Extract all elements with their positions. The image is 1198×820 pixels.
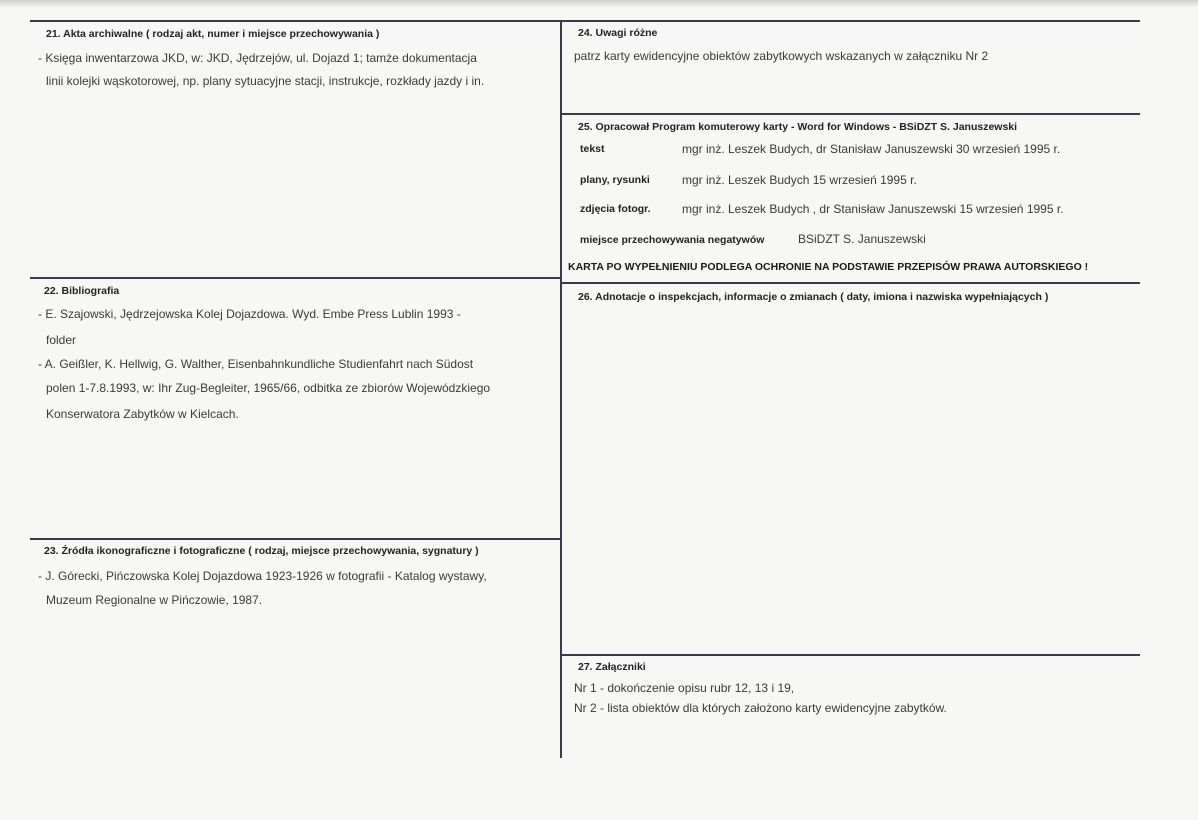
section-23-line-1: - J. Górecki, Pińczowska Kolej Dojazdowa 1923-1926 w fotografii - Katalog wystawy, xyxy=(38,569,487,583)
section-22-line-3: - A. Geißler, K. Hellwig, G. Walther, Eisenbahnkundliche Studienfahrt nach Südost xyxy=(38,357,474,371)
rule-26-27 xyxy=(562,654,1140,656)
section-24-heading: 24. Uwagi różne xyxy=(578,27,658,39)
row-value-plany: mgr inż. Leszek Budych 15 wrzesień 1995 r. xyxy=(682,173,917,187)
row-label-plany: plany, rysunki xyxy=(580,174,650,186)
row-value-negatywy: BSiDZT S. Januszewski xyxy=(798,232,926,246)
row-label-tekst: tekst xyxy=(580,143,605,155)
section-24-text: patrz karty ewidencyjne obiektów zabytkowych wskazanych w załączniku Nr 2 xyxy=(574,49,989,63)
section-27-heading: 27. Załączniki xyxy=(578,661,646,673)
row-value-tekst: mgr inż. Leszek Budych, dr Stanisław Januszewski 30 wrzesień 1995 r. xyxy=(682,142,1061,156)
row-value-zdjecia: mgr inż. Leszek Budych , dr Stanisław Januszewski 15 wrzesień 1995 r. xyxy=(682,202,1064,216)
rule-22-23 xyxy=(30,538,562,540)
section-21-heading: 21. Akta archiwalne ( rodzaj akt, numer i miejsce przechowywania ) xyxy=(46,28,380,40)
section-27-line-2: Nr 2 - lista obiektów dla których założono karty ewidencyjne zabytków. xyxy=(574,701,947,715)
rule-24-25 xyxy=(562,113,1140,115)
section-22-line-4: polen 1-7.8.1993, w: Ihr Zug-Begleiter, 1965/66, odbitka ze zbiorów Wojewódzkiego xyxy=(46,381,491,395)
section-22-heading: 22. Bibliografia xyxy=(44,285,120,297)
rule-21-22 xyxy=(30,277,562,279)
section-22-line-5: Konserwatora Zabytków w Kielcach. xyxy=(46,407,239,421)
section-21-line-2: linii kolejki wąskotorowej, np. plany sytuacyjne stacji, instrukcje, rozkłady jazdy i in. xyxy=(46,74,485,88)
rule-25-26 xyxy=(562,282,1140,284)
section-23-heading: 23. Źródła ikonograficzne i fotograficzne ( rodzaj, miejsce przechowywania, sygnatury ) xyxy=(44,545,479,557)
copyright-notice: KARTA PO WYPEŁNIENIU PODLEGA OCHRONIE NA PODSTAWIE PRZEPISÓW PRAWA AUTORSKIEGO ! xyxy=(568,261,1089,273)
section-22-line-2: folder xyxy=(46,333,77,347)
section-25-heading: 25. Opracował Program komuterowy karty - Word for Windows - BSiDZT S. Januszewski xyxy=(578,121,1018,133)
section-27-line-1: Nr 1 - dokończenie opisu rubr 12, 13 i 19, xyxy=(574,681,795,695)
top-rule xyxy=(30,20,1140,22)
section-23-line-2: Muzeum Regionalne w Pińczowie, 1987. xyxy=(46,593,263,607)
center-divider xyxy=(560,20,562,758)
row-label-negatywy: miejsce przechowywania negatywów xyxy=(580,234,765,246)
row-label-zdjecia: zdjęcia fotogr. xyxy=(580,203,651,215)
top-edge-band xyxy=(0,0,1198,8)
section-21-line-1: - Księga inwentarzowa JKD, w: JKD, Jędrzejów, ul. Dojazd 1; tamże dokumentacja xyxy=(38,51,477,65)
section-22-line-1: - E. Szajowski, Jędrzejowska Kolej Dojazdowa. Wyd. Embe Press Lublin 1993 - xyxy=(38,307,461,321)
section-26-heading: 26. Adnotacje o inspekcjach, informacje o zmianach ( daty, imiona i nazwiska wypełniających ) xyxy=(578,291,1049,303)
